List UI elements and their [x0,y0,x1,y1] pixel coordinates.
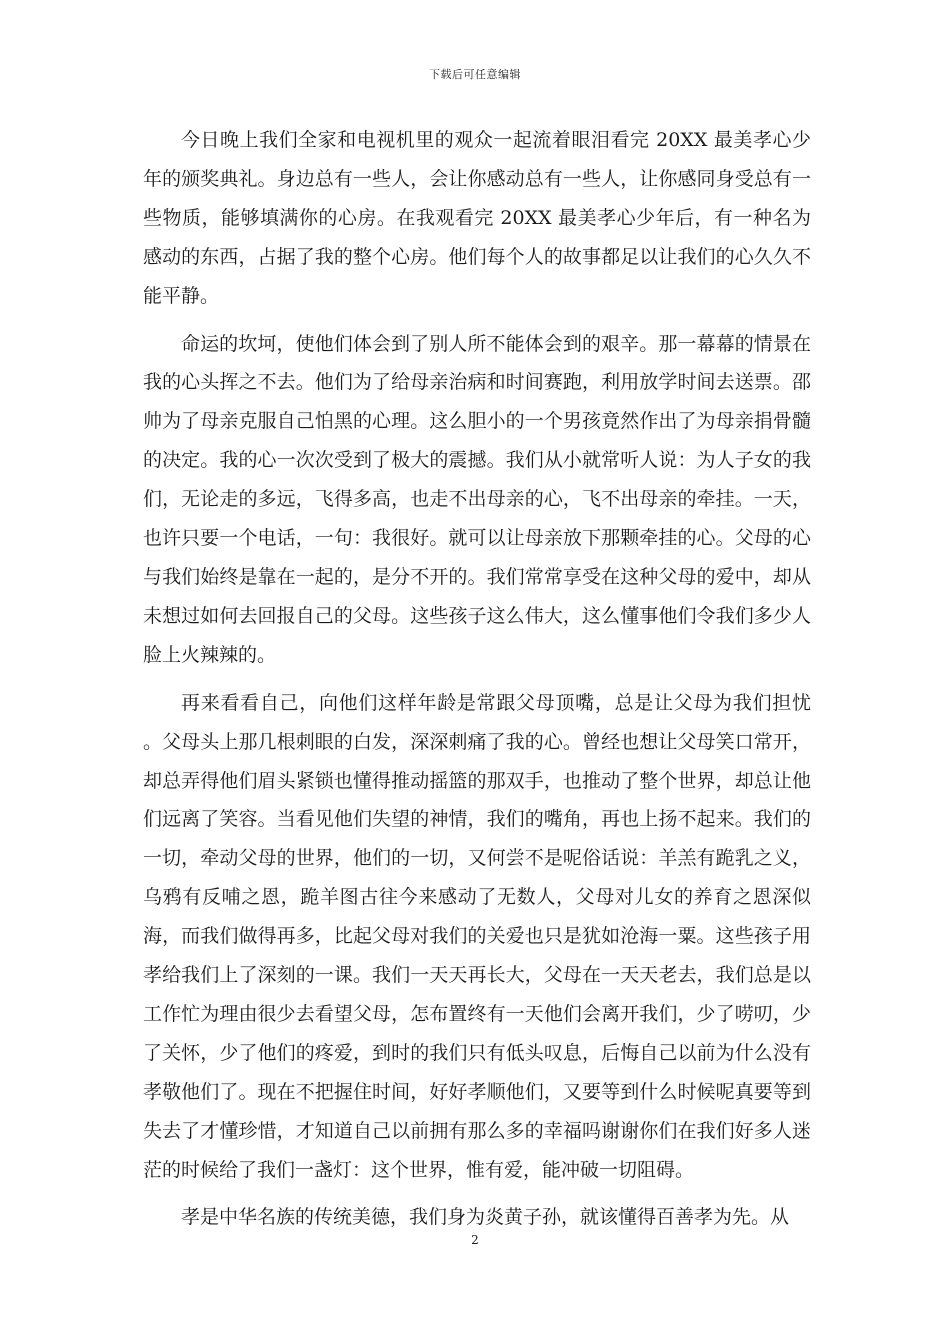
paragraph-1: 今日晚上我们全家和电视机里的观众一起流着眼泪看完 20XX 最美孝心少年的颁奖典礼。身边总有一些人，会让你感动总有一些人，让你感同身受总有一些物质，能够填满你的心房。在我观看完 20XX 最美孝心少年后，有一种名为感动的东西，占据了我的整个心房。他们每个人的故事都足以让我们的心久久不能平静。 [143,129,811,307]
paragraph-4: 孝是中华名族的传统美德，我们身为炎黄子孙，就该懂得百善孝为先。从 [181,1206,790,1229]
page-header: 下载后可任意编辑 [429,68,521,81]
paragraph-3: 再来看看自己，向他们这样年龄是常跟父母顶嘴，总是让父母为我们担忧 。父母头上那几根刺眼的白发，深深刺痛了我的心。曾经也想让父母笑口常开，却总弄得他们眉头紧锁也懂得推动摇篮的那双手，也推动了整个世界，却总让他们远离了笑容。当看见他们失望的神情，我们的嘴角，再也上扬不起来。我们的一切，牵动父母的世界，他们的一切，又何尝不是呢俗话说：羊羔有跪乳之义，乌鸦有反哺之恩，跪羊图古往今来感动了无数人，父母对儿女的养育之恩深似海，而我们做得再多，比起父母对我们的关爱也只是犹如沧海一粟。这些孩子用孝给我们上了深刻的一课。我们一天天再长大，父母在一天天老去，我们总是以工作忙为理由很少去看望父母，怎布置终有一天他们会离开我们，少了唠叨，少了关怀，少了他们的疼爱，到时的我们只有低头叹息，后悔自己以前为什么没有孝敬他们了。现在不把握住时间，好好孝顺他们，又要等到什么时候呢真要等到失去了才懂珍惜，才知道自己以前拥有那么多的幸福吗谢谢你们在我们好多人迷茫的时候给了我们一盏灯：这个世界，惟有爱，能冲破一切阻碍。 [143,691,811,1181]
page-number: 2 [471,1233,479,1247]
document-body [143,121,811,1246]
paragraph-2: 命运的坎坷，使他们体会到了别人所不能体会到的艰辛。那一幕幕的情景在我的心头挥之不去。他们为了给母亲治病和时间赛跑，利用放学时间去送票。邵帅为了母亲克服自己怕黑的心理。这么胆小的一个男孩竟然作出了为母亲捐骨髓的决定。我的心一次次受到了极大的震撼。我们从小就常听人说：为人子女的我们，无论走的多远，飞得多高，也走不出母亲的心，飞不出母亲的牵挂。一天，也许只要一个电话，一句：我很好。就可以让母亲放下那颗牵挂的心。父母的心与我们始终是靠在一起的，是分不开的。我们常常享受在这种父母的爱中，却从未想过如何去回报自己的父母。这些孩子这么伟大，这么懂事他们令我们多少人脸上火辣辣的。 [143,332,811,666]
